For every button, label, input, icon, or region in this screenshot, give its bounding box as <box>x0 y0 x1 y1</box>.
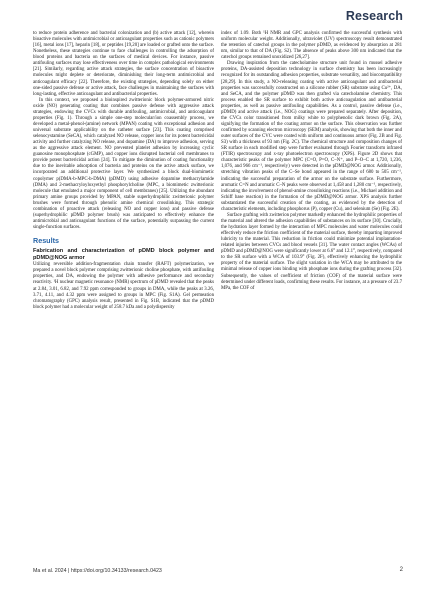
left-column <box>33 31 214 311</box>
subsection-heading: Fabrication and characterization of pDMD block polymer and pDMD@NOG armor <box>33 248 214 261</box>
paragraph: Utilizing reversible addition-fragmentation chain transfer (RAFT) polymerization, we prepared a novel block polymer comprising zwitterionic choline phosphate, with antifouling properties, and DA, endowing the polymer with adhesive performance and secondary reactivity. ¹H nuclear magnetic resonance (NMR) spectrum of pDMD revealed that the peaks at 2.84, 3.01, 6.82, and 7.92 ppm corresponded to groups in DMA, while the peaks at 3.26, 3.71, 4.11, and 4.32 ppm were assigned to groups in MPC (Fig. S1A). Gel permeation chromatography (GPC) analysis result, presented in Fig. S1B, indicated that the pDMD block polymer had a molecular weight of 258.7 kDa and a polydispersity <box>33 262 214 310</box>
paragraph: Drawing inspiration from the catecholamine structure unit found in mussel adhesive proteins, DA-assisted deposition technology in surface chemistry has been increasingly recognized for its outstanding adhesion properties, substrate versatility, and biocompatibility [28,29]. In this study, a NO-releasing coating with active anticoagulant and antibacterial properties was successfully constructed on a silicone rubber (SR) substrate using Cu²⁺, DA, and SeCA, and the polymer pDMD was then grafted via catecholamine chemistry. This process enabled the SR surface to exhibit both active anticoagulation and antibacterial properties, as well as passive antifouling capabilities. As a control, passive defense (i.e., pDMD) and active attack (i.e., NOG) coatings were prepared separately. After deposition, the CVCs color transitioned from milky white to polyphenolic dark brown (Fig. 2A), signifying the formation of the coating armor on the surface. This observation was further confirmed by scanning electron microscopy (SEM) analysis, showing that both the inner and outer surfaces of the CVC were coated with uniform and continuous armor (Fig. 2B and Fig. S3) with a thickness of 93 nm (Fig. 2C). The chemical structure and composition changes of SR surface in each modified step were further evaluated through Fourier transform infrared (FTIR) spectroscopy and x-ray photoelectron spectroscopy (XPS). Figure 2D shows that characteristic peaks of the polymer MPC (C=O, P=O, C–N⁺, and P–O–C at 1,720, 1,236, 1,076, and 966 cm⁻¹, respectively) were detected in the pDMD@NOG armor. Additionally, stretching vibration peaks of the C–Se bond appeared in the range of 680 to 505 cm⁻¹, indicating the successful preparation of the armor on the substrate surface. Furthermore, aromatic C=N and aromatic C–N peaks were observed at 1,458 and 1,280 cm⁻¹, respectively, indicating the involvement of phenol-amine crosslinking reactions (i.e., Michael addition and Schiff base reaction) in the formation of the pDMD@NOG armor. XPS analysis further substantiated the successful creation of the coating, as evidenced by the detection of characteristic elements, including phosphorus (P), copper (Cu), and selenium (Se) (Fig. 2E). <box>221 61 402 212</box>
citation-link[interactable]: Ma et al. 2024 | https://doi.org/10.34133/research.0423 <box>33 568 162 574</box>
section-heading: Results <box>33 236 59 246</box>
paragraph: Surface grafting with zwitterion polymer markedly enhanced the hydrophilic properties of the material and altered the adhesion capabilities of substances on its surface [30]. Crucially, the hydration layer formed by the interaction of MPC molecules and water molecules could effectively reduce the friction coefficient of the material surface, thereby imparting improved lubricity to the material. This reduction in friction could minimize potential implantation-related injuries between CVCs and blood vessels [31]. The water contact angles (WCAs) of pDMD and pDMD@NOG were significantly lower at 6.6° and 12.1°, respectively, compared to the SR surface with a WCA of 103.9° (Fig. 2F), effectively enhancing the hydrophilic property of the material surface. The slight variation in the WCA may be attributed to the minimal release of copper ions binding with phosphate ions during the grafting process [32]. Subsequently, the values of coefficient of friction (COF) of the material surface were determined under different loads, confirming these results. For instance, at a pressure of 23.7 MPa, the COF of <box>221 212 402 291</box>
paragraph: index of 1.09. Both ¹H NMR and GPC analysis confirmed the successful synthesis with uniform molecular weight. Additionally, ultraviolet (UV) spectroscopy result demonstrated the retention of catechol groups in the polymer pDMD, as evidenced by absorption at 281 nm, similar to that of DA (Fig. S2). The absence of peaks above 300 nm indicated that the catechol groups remained unoxidized [26,27]. <box>221 31 402 61</box>
paragraph: In this context, we proposed a bioinspired zwitterionic block polymer-armored nitric oxide (NO) generating coating that combines passive defense with aggressive attack strategies, endowing the CVCs with durable antifouling, antimicrobial, and anticoagulant properties (Fig. 1). Through a simple one-step molecular/ion coassembly process, we developed a metal-phenol-(amine) network (MPAN) coating with exceptional adhesion and universal substrate applicability on the catheter surface [23]. This coating comprised selenocystamine (SeCA), which catalyzed NO release, copper ions for its potent bactericidal activity and further catalyzing NO release, and dopamine (DA) to improve adhesion, serving as the aggressive attack element. NO prevented platelet adhesion by increasing cyclic guanosine monophosphate (cGMP), and copper ions disrupted bacterial cell membranes to provide potent bactericidal action [24]. To mitigate the diminution of coating functionality due to the inevitable adsorption of bacteria and proteins on the active attack surface, we incorporated an additional protective layer. We synthesized a block dual-biomimetic copolymer p(DMA-b-MPC-b-DMA) (pDMD) using adhesive dopamine methacrylamide (DMA) and 2-methacryloyloxyethyl phosphorylcholine (MPC, a biomimetic zwitterionic molecule that emulated a major component of cell membranes) [25]. Utilizing the abundant primary amine groups provided by MPAN, stable superhydrophilic zwitterionic polymer brushes were formed through phenolic amine chemical crosslinking. This strategic combination of proactive attack (releasing NO and copper ions) and passive defense (superhydrophilic pDMD polymer brush) was anticipated to effectively enhance the antimicrobial and anticoagulant functions of the surface, potentially surpassing the current single-function surfaces. <box>33 97 214 230</box>
right-column <box>221 31 402 292</box>
paragraph: to reduce protein adherence and bacterial colonization and (b) active attack [12], wherein bioactive molecules with antimicrobial or anticoagulant properties such as cationic polymers [16], metal ions [17], heparin [18], or peptides [19,20] are loaded or grafted onto the surface. Nonetheless, these strategies continue to face challenges in controlling the adsorption of blood proteins and bacteria on the surfaces of medical devices. For instance, passive antifouling surfaces may lose effectiveness over time in complex pathological environments [21]. Similarly, regarding active attack strategies, the surface concentration of bioactive molecules might deplete or deteriorate, diminishing their long-term antimicrobial and anticoagulant efficacy [22]. Therefore, the existing strategies, depending solely on either one-sided passive defense or active attack, face challenges in maintaining the surfaces with long-lasting, effective anticoagulant and antibacterial properties. <box>33 31 214 97</box>
journal-title: Research <box>345 9 403 23</box>
page-number: 2 <box>399 567 403 573</box>
